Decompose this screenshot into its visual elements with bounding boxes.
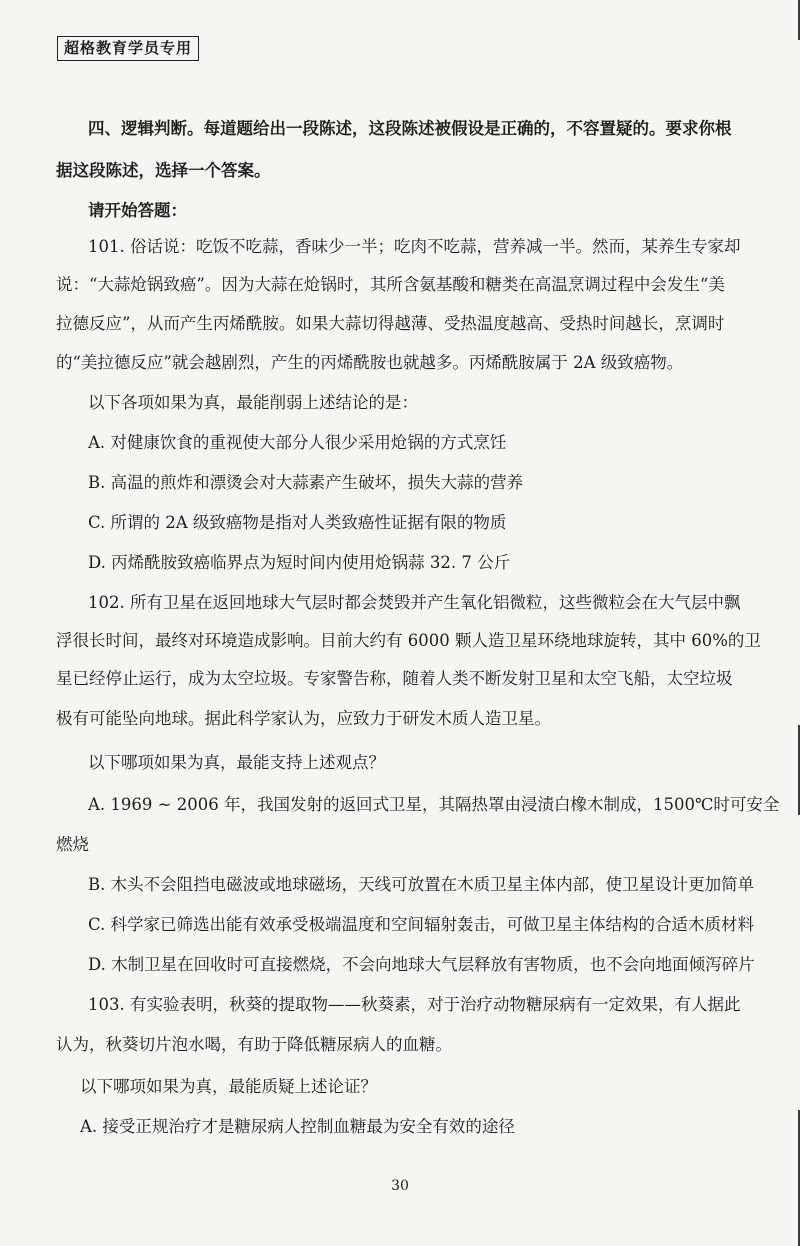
q102-stem-line: 星已经停止运行，成为太空垃圾。专家警告称，随着人类不断发射卫星和太空飞船，太空垃圾 (56, 669, 733, 688)
q102-option-b: B. 木头不会阻挡电磁波或地球磁场，天线可放置在木质卫星主体内部，使卫星设计更加简单 (88, 875, 755, 894)
q103-stem-line: 认为，秋葵切片泡水喝，有助于降低糖尿病人的血糖。 (56, 1035, 452, 1054)
q101-stem-line: 说：“大蒜炝锅致癌”。因为大蒜在炝锅时，其所含氨基酸和糖类在高温烹调过程中会发生“美 (56, 275, 725, 294)
q102-option-c: C. 科学家已筛选出能有效承受极端温度和空间辐射轰击，可做卫星主体结构的合适木质材料 (88, 915, 755, 934)
q101-option-d: D. 丙烯酰胺致癌临界点为短时间内使用炝锅蒜 32. 7 公斤 (88, 553, 511, 572)
section-header-line-1: 四、逻辑判断。每道题给出一段陈述，这段陈述被假设是正确的，不容置疑的。要求你根 (88, 119, 732, 138)
q103-option-a: A. 接受正规治疗才是糖尿病人控制血糖最为安全有效的途径 (80, 1117, 515, 1136)
q103-question: 以下哪项如果为真，最能质疑上述论证？ (80, 1077, 377, 1096)
start-prompt: 请开始答题： (88, 201, 187, 220)
q101-option-a: A. 对健康饮食的重视使大部分人很少采用炝锅的方式烹饪 (88, 433, 507, 452)
q103-stem-line: 103. 有实验表明，秋葵的提取物——秋葵素，对于治疗动物糖尿病有一定效果，有人据此 (88, 995, 741, 1014)
q102-stem-line: 102. 所有卫星在返回地球大气层时都会焚毁并产生氧化铝微粒，这些微粒会在大气层中飘 (88, 593, 741, 612)
q101-option-c: C. 所谓的 2A 级致癌物是指对人类致癌性证据有限的物质 (88, 513, 507, 532)
q101-stem-line: 拉德反应”，从而产生丙烯酰胺。如果大蒜切得越薄、受热温度越高、受热时间越长，烹调时 (56, 314, 725, 333)
q102-stem-line: 极有可能坠向地球。据此科学家认为，应致力于研发木质人造卫星。 (56, 709, 551, 728)
q102-option-a: A. 1969 ~ 2006 年，我国发射的返回式卫星，其隔热罩由浸渍白橡木制成，1500℃时可安全 (88, 795, 780, 814)
page-number: 30 (391, 1178, 409, 1194)
q101-option-b: B. 高温的煎炸和漂烫会对大蒜素产生破坏，损失大蒜的营养 (88, 473, 524, 492)
watermark-stamp: 超格教育学员专用 (57, 36, 199, 61)
section-header-line-2: 据这段陈述，选择一个答案。 (56, 161, 271, 180)
q101-stem-line: 101. 俗话说：吃饭不吃蒜，香味少一半；吃肉不吃蒜，营养减一半。然而，某养生专家却 (88, 237, 741, 256)
q102-option-d: D. 木制卫星在回收时可直接燃烧，不会向地球大气层释放有害物质，也不会向地面倾泻碎片 (88, 955, 755, 974)
q101-question: 以下各项如果为真，最能削弱上述结论的是： (88, 393, 418, 412)
q102-question: 以下哪项如果为真，最能支持上述观点？ (88, 753, 385, 772)
q102-stem-line: 浮很长时间，最终对环境造成影响。目前大约有 6000 颗人造卫星环绕地球旋转，其中 60%的卫 (56, 631, 761, 650)
q101-stem-line: 的“美拉德反应”就会越剧烈，产生的丙烯酰胺也就越多。丙烯酰胺属于 2A 级致癌物。 (56, 353, 684, 372)
q102-option-a-continued: 燃烧 (56, 835, 89, 854)
